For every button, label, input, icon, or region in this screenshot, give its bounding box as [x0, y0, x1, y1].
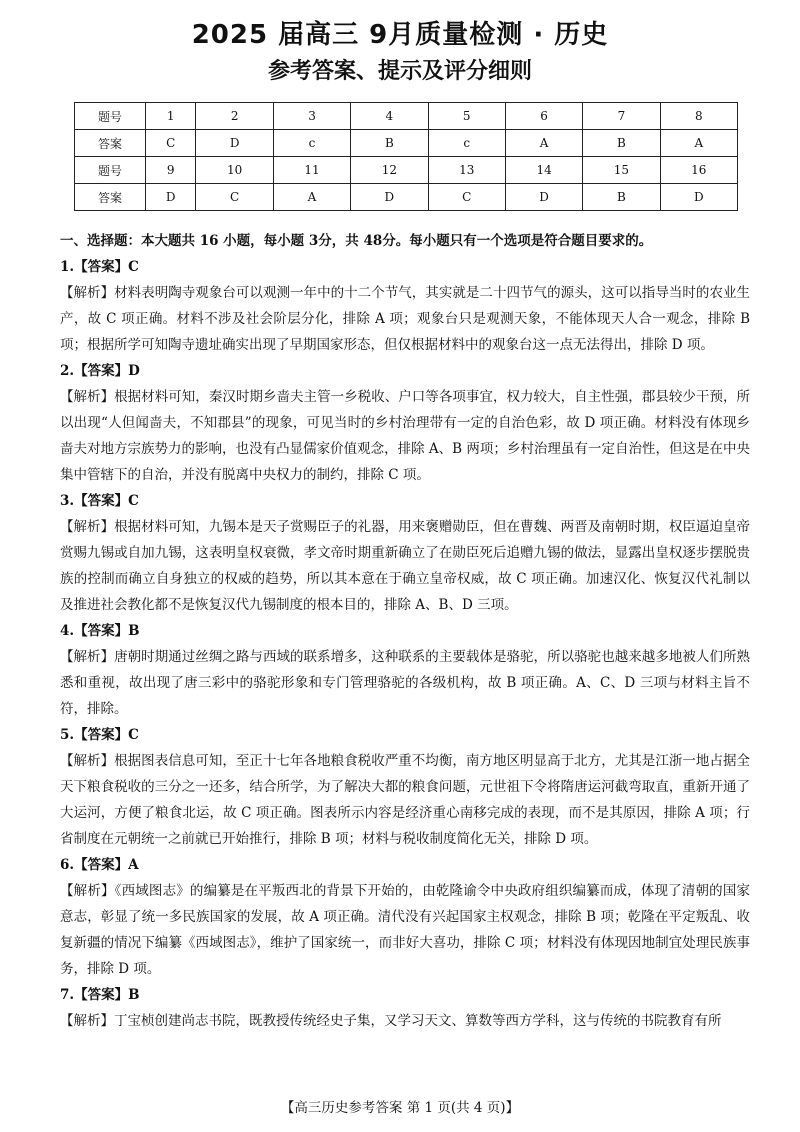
- answer-table-cell: 5: [428, 103, 505, 130]
- answer-table-cell: c: [428, 130, 505, 157]
- answer-table-cell: B: [583, 184, 660, 211]
- answer-table-row: [75, 103, 738, 130]
- answer-table-cell: 16: [660, 157, 737, 184]
- analysis-paragraph: 【解析】《西域图志》的编纂是在平叛西北的背景下开始的，由乾隆谕令中央政府组织编纂而成，体现了清朝的国家意志，彰显了统一多民族国家的发展，故 A 项正确。清代没有兴起国家主权观念，排除 B 项；乾隆在平定叛乱、收复新疆的情况下编纂《西域图志》，维护了国家统一，而非好大喜功，排除 C 项；材料没有体现因地制宜处理民族事务，排除 D 项。: [60, 883, 750, 977]
- answer-table-header-cell: 题号: [75, 103, 146, 130]
- answer-table-row: [75, 184, 738, 211]
- analysis-paragraph: 【解析】根据图表信息可知，至正十七年各地粮食税收严重不均衡，南方地区明显高于北方，尤其是江浙一地占据全天下粮食税收的三分之一还多，结合所学，为了解决大都的粮食问题，元世祖下令将隋唐运河截弯取直，重新开通了大运河，方便了粮食北运，故 C 项正确。图表所示内容是经济重心南移完成的表现，而不是其原因，排除 A 项；行省制度在元朝统一之前就已开始推行，排除 B 项；材料与税收制度简化无关，排除 D 项。: [60, 753, 750, 847]
- answer-body: [60, 228, 750, 1034]
- answer-table-cell: D: [660, 184, 737, 211]
- answer-table-cell: 8: [660, 103, 737, 130]
- answer-table-cell: 10: [196, 157, 273, 184]
- answer-table-cell: D: [505, 184, 582, 211]
- answer-table-cell: A: [273, 184, 350, 211]
- answer-table-cell: 14: [505, 157, 582, 184]
- analysis-paragraph: 【解析】材料表明陶寺观象台可以观测一年中的十二个节气，其实就是二十四节气的源头，这可以指导当时的农业生产，故 C 项正确。材料不涉及社会阶层分化，排除 A 项；观象台只是观测天象，不能体现天人合一观念，排除 B 项；根据所学可知陶寺遗址确实出现了早期国家形态，但仅根据材料中的观象台这一点无法得出，排除 D 项。: [60, 285, 750, 353]
- answer-table-row: [75, 130, 738, 157]
- document-subtitle: 参考答案、提示及评分细则: [267, 59, 532, 84]
- answer-table-cell: D: [146, 184, 196, 211]
- answer-table-row: [75, 157, 738, 184]
- answer-table-cell: C: [196, 184, 273, 211]
- answer-heading: 7.【答案】B: [60, 987, 140, 1003]
- analysis-paragraph: 【解析】唐朝时期通过丝绸之路与西域的联系增多，这种联系的主要载体是骆驼，所以骆驼也越来越多地被人们所熟悉和重视，故出现了唐三彩中的骆驼形象和专门管理骆驼的各级机构，故 B 项正确。A、C、D 三项与材料主旨不符，排除。: [60, 649, 750, 717]
- document-title: 2025 届高三 9月质量检测 · 历史: [191, 20, 609, 50]
- answer-table-header-cell: 答案: [75, 184, 146, 211]
- page-footer: 【高三历史参考答案 第 1 页(共 4 页)】: [280, 1100, 520, 1116]
- analysis-paragraph: 【解析】根据材料可知，秦汉时期乡啬夫主管一乡税收、户口等各项事宜，权力较大，自主性强，郡县较少干预，所以出现“人但闻啬夫，不知郡县”的现象，可见当时的乡村治理带有一定的自治色彩，故 D 项正确。材料没有体现乡啬夫对地方宗族势力的影响，也没有凸显儒家价值观念，排除 A、B 两项；乡村治理虽有一定自治性，但这是在中央集中管辖下的自治，并没有脱离中央权力的制约，排除 C 项。: [60, 389, 750, 483]
- answer-heading: 3.【答案】C: [60, 493, 139, 509]
- answer-table-cell: B: [351, 130, 428, 157]
- answer-table-header-cell: 答案: [75, 130, 146, 157]
- answer-heading: 1.【答案】C: [60, 259, 139, 275]
- answer-table-cell: A: [660, 130, 737, 157]
- answer-table-cell: 9: [146, 157, 196, 184]
- answer-table-cell: 15: [583, 157, 660, 184]
- answer-table-cell: 13: [428, 157, 505, 184]
- answer-table-cell: C: [428, 184, 505, 211]
- analysis-paragraph: 【解析】根据材料可知，九锡本是天子赏赐臣子的礼器，用来褒赠勋臣，但在曹魏、两晋及南朝时期，权臣逼迫皇帝赏赐九锡或自加九锡，这表明皇权衰微，孝文帝时期重新确立了在勋臣死后追赠九锡的做法，显露出皇权逐步摆脱贵族的控制而确立自身独立的权威的趋势，所以其本意在于确立皇帝权威，故 C 项正确。加速汉化、恢复汉代礼制以及推进社会教化都不是恢复汉代九锡制度的根本目的，排除 A、B、D 三项。: [60, 519, 750, 613]
- answer-table-cell: 3: [273, 103, 350, 130]
- answer-table-cell: 11: [273, 157, 350, 184]
- answer-table-cell: A: [505, 130, 582, 157]
- answer-heading: 5.【答案】C: [60, 727, 139, 743]
- answer-table-cell: C: [146, 130, 196, 157]
- section-intro: 一、选择题：本大题共 16 小题，每小题 3分，共 48分。每小题只有一个选项是符合题目要求的。: [60, 233, 653, 249]
- answer-heading: 2.【答案】D: [60, 363, 140, 379]
- answer-heading: 4.【答案】B: [60, 623, 140, 639]
- answer-table-cell: 12: [351, 157, 428, 184]
- answer-table-cell: 2: [196, 103, 273, 130]
- answer-table-cell: D: [196, 130, 273, 157]
- answer-table-header-cell: 题号: [75, 157, 146, 184]
- answer-table-cell: 6: [505, 103, 582, 130]
- answer-items: [60, 254, 750, 1034]
- answer-table-cell: 7: [583, 103, 660, 130]
- answer-table-cell: D: [351, 184, 428, 211]
- answer-table: [74, 102, 738, 211]
- answer-table-cell: B: [583, 130, 660, 157]
- answer-table-cell: c: [273, 130, 350, 157]
- answer-table-cell: 4: [351, 103, 428, 130]
- analysis-paragraph: 【解析】丁宝桢创建尚志书院，既教授传统经史子集，又学习天文、算数等西方学科，这与传统的书院教育有所: [60, 1013, 722, 1029]
- answer-table-cell: 1: [146, 103, 196, 130]
- answer-heading: 6.【答案】A: [60, 857, 139, 873]
